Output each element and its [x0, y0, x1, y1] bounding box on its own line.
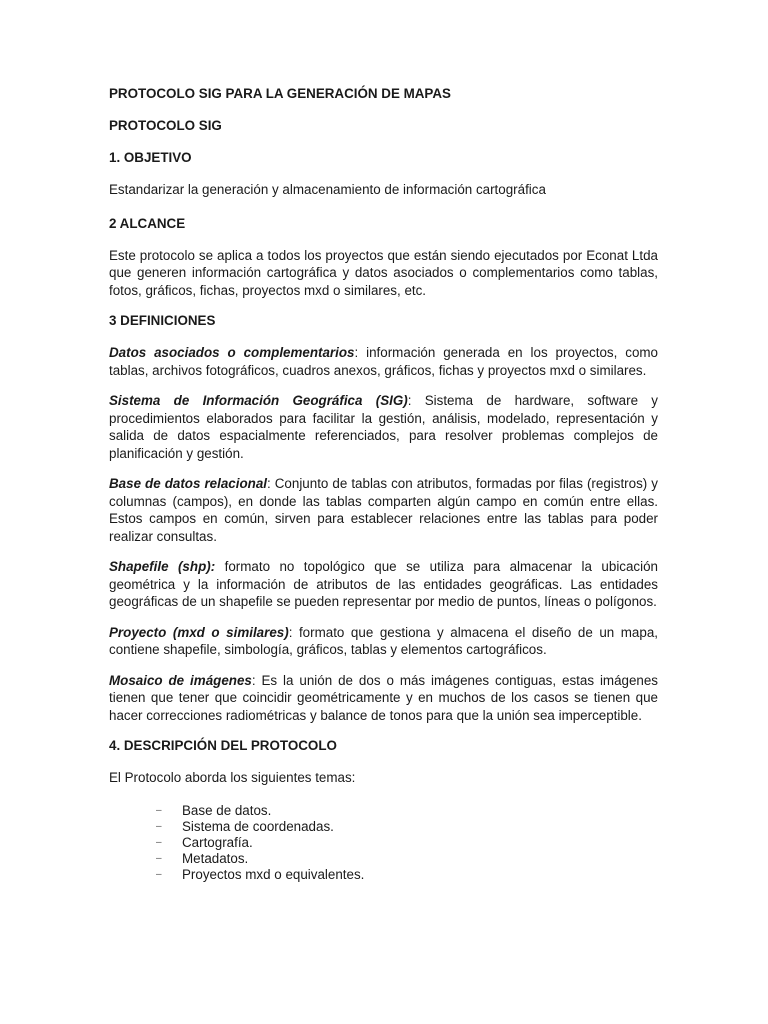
section-heading-alcance: 2 ALCANCE — [109, 215, 186, 231]
definition-mosaico — [109, 672, 658, 725]
definition-text: : Conjunto de tablas con atributos, formadas por filas (registros) y columnas (campos), en donde las tablas comparten algún campo en común entre ellas. Estos campos en común, sirven para establecer relaciones entre las tablas para poder realizar consultas. — [109, 476, 658, 544]
bullet-dash-icon: – — [156, 852, 162, 864]
bullet-dash-icon: – — [156, 820, 162, 832]
temas-list — [156, 803, 705, 883]
bullet-dash-icon: – — [156, 836, 162, 848]
list-item — [156, 867, 705, 883]
definition-term: Mosaico de imágenes — [109, 672, 252, 688]
list-item — [156, 835, 705, 851]
list-item — [156, 851, 705, 867]
list-item — [156, 819, 705, 835]
definition-shapefile — [109, 558, 658, 611]
definition-text: : Sistema de hardware, software y procedimientos elaborados para facilitar la gestión, análisis, modelado, representación y salida de datos espacialmente referenciados, para resolver problemas complejos de planificación y gestión. — [109, 393, 659, 461]
list-item — [156, 803, 705, 819]
definition-term: Shapefile (shp): — [109, 559, 216, 574]
bullet-dash-icon: – — [156, 868, 162, 880]
definition-term: Base de datos relacional — [109, 476, 267, 491]
definition-proyecto — [109, 624, 658, 659]
section-heading-definiciones: 3 DEFINICIONES — [109, 313, 216, 328]
document-page — [109, 85, 658, 883]
descripcion-intro: El Protocolo aborda los siguientes temas: — [109, 770, 356, 785]
definition-term: Proyecto (mxd o similares) — [109, 624, 289, 640]
section-heading-descripcion: 4. DESCRIPCIÓN DEL PROTOCOLO — [109, 738, 337, 753]
definition-text: : formato que gestiona y almacena el diseño de un mapa, contiene shapefile, simbología, gráficos, tablas y elementos cartográficos. — [109, 624, 658, 657]
list-item-text: Cartografía. — [182, 834, 253, 850]
definition-term: Sistema de Información Geográfica (SIG) — [109, 393, 408, 408]
definition-text: : información generada en los proyectos, como tablas, archivos fotográficos, cuadros anexos, gráficos, fichas y proyectos mxd o similares. — [109, 345, 658, 378]
document-subtitle: PROTOCOLO SIG — [109, 118, 222, 133]
objetivo-text: Estandarizar la generación y almacenamiento de información cartográfica — [109, 182, 546, 197]
definition-datos-asociados — [109, 344, 658, 379]
list-item-text: Metadatos. — [182, 850, 249, 866]
definition-base-de-datos — [109, 475, 658, 545]
list-item-text: Proyectos mxd o equivalentes. — [182, 866, 365, 882]
section-heading-objetivo: 1. OBJETIVO — [109, 150, 192, 165]
bullet-dash-icon: – — [156, 804, 162, 816]
definition-text: formato no topológico que se utiliza para almacenar la ubicación geométrica y la información de atributos de las entidades geográficas. Las entidades geográficas de un shapefile se pueden representar por medio de puntos, líneas o polígonos. — [109, 559, 658, 609]
definition-text: : Es la unión de dos o más imágenes contiguas, estas imágenes tienen que tener que coincidir geométricamente y en muchos de los casos se tienen que hacer correcciones radiométricas y balance de tonos para que la unión sea imperceptible. — [109, 672, 658, 723]
document-title: PROTOCOLO SIG PARA LA GENERACIÓN DE MAPAS — [109, 86, 451, 101]
list-item-text: Base de datos. — [182, 802, 272, 818]
alcance-text: Este protocolo se aplica a todos los proyectos que están siendo ejecutados por Econat Ltda que generen información cartográfica y datos asociados o complementarios como tablas, fotos, gráficos, fichas, proyectos mxd o similares, etc. — [109, 247, 658, 298]
definition-term: Datos asociados o complementarios — [109, 345, 355, 360]
list-item-text: Sistema de coordenadas. — [182, 818, 334, 834]
definition-sig — [109, 392, 658, 462]
